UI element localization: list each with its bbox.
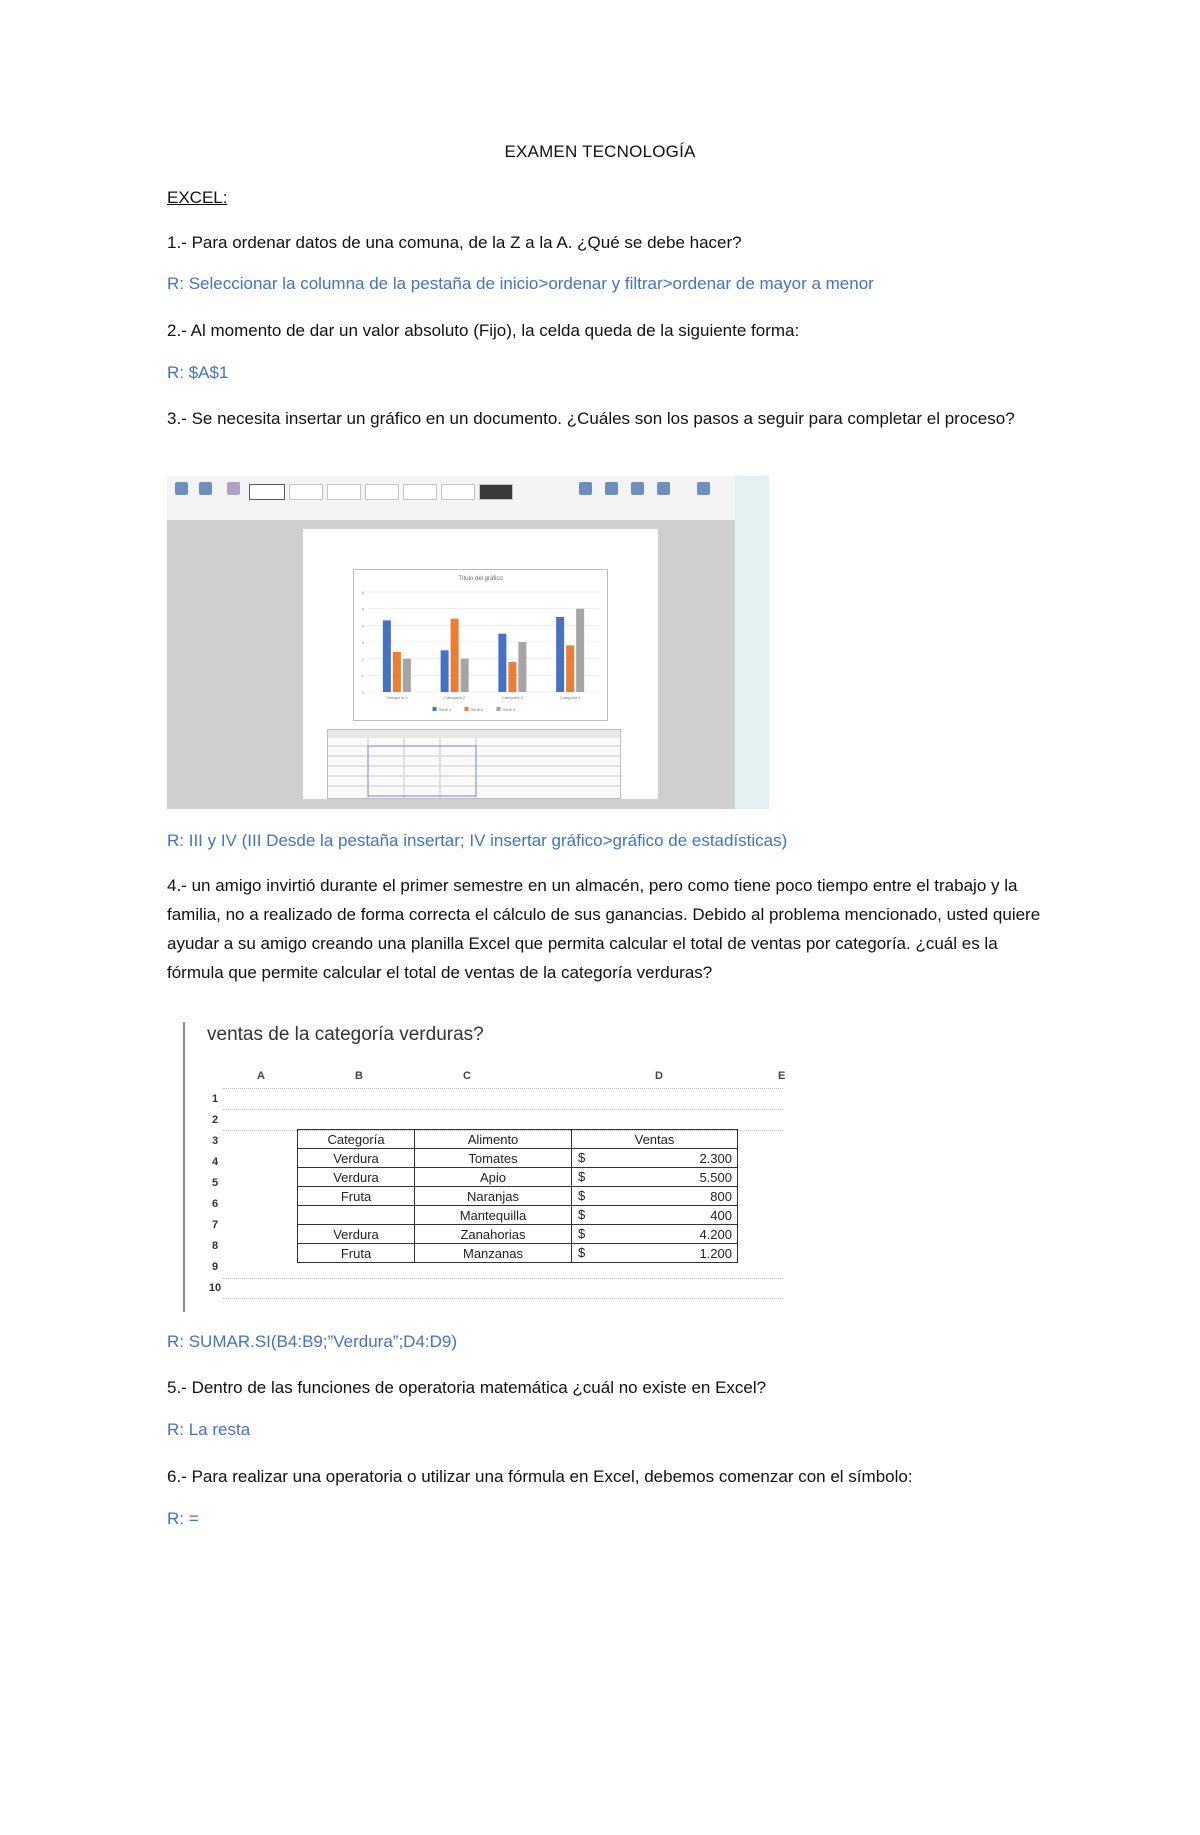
legend-swatch-2 xyxy=(465,707,469,711)
header-categoria: Categoría xyxy=(298,1130,415,1149)
y-tick-label: 3 xyxy=(361,640,364,645)
answer-3: R: III y IV (III Desde la pestaña insertar; IV insertar gráfico>gráfico de estadísticas) xyxy=(167,831,788,850)
document-title: EXAMEN TECNOLOGÍA xyxy=(504,142,696,161)
answer-2: R: $A$1 xyxy=(167,363,229,382)
x-tick-label: Categoría 1 xyxy=(386,695,408,700)
bar-3-2 xyxy=(461,659,469,692)
chart-screenshot xyxy=(167,476,769,809)
cell-alimento: Mantequilla xyxy=(415,1206,572,1225)
cell-alimento: Naranjas xyxy=(415,1187,572,1206)
question-2 xyxy=(167,316,1047,345)
cell-categoria: Verdura xyxy=(298,1149,415,1168)
row-header-6: 6 xyxy=(211,1198,219,1210)
bar-1-3 xyxy=(498,634,506,692)
edit-data-icon xyxy=(631,482,644,495)
column-header-d: D xyxy=(655,1070,663,1082)
currency-symbol: $ xyxy=(578,1207,586,1222)
question-3 xyxy=(167,404,1047,433)
column-header-b: B xyxy=(355,1070,363,1082)
bar-3-4 xyxy=(576,609,584,692)
row-header-4: 4 xyxy=(211,1156,219,1168)
table-row xyxy=(298,1187,738,1206)
embedded-chart xyxy=(353,569,608,721)
legend-label: Serie 2 xyxy=(470,707,484,712)
row-header-10: 10 xyxy=(208,1282,222,1294)
row-header-3: 3 xyxy=(211,1135,219,1147)
select-data-icon xyxy=(605,482,618,495)
question-2-text: Al momento de dar un valor absoluto (Fijo), la celda queda de la siguiente forma: xyxy=(190,321,800,340)
bar-2-2 xyxy=(451,619,459,692)
chart-data-grid-lines xyxy=(328,730,620,798)
x-tick-label: Categoría 3 xyxy=(501,695,523,700)
cell-ventas xyxy=(572,1149,738,1168)
chart-title: Título del gráfico xyxy=(458,576,503,582)
header-alimento: Alimento xyxy=(415,1130,572,1149)
cell-categoria: Verdura xyxy=(298,1225,415,1244)
table-row xyxy=(298,1206,738,1225)
colors-icon xyxy=(227,482,240,495)
bar-3-3 xyxy=(518,642,526,692)
sales-value: 2.300 xyxy=(699,1150,732,1166)
y-tick-label: 4 xyxy=(361,623,364,629)
cell-ventas xyxy=(572,1244,738,1263)
legend-label: Serie 1 xyxy=(438,707,452,712)
row-header-7: 7 xyxy=(211,1219,219,1231)
sales-value: 4.200 xyxy=(699,1226,732,1242)
row-header-9: 9 xyxy=(211,1261,219,1273)
row-header-5: 5 xyxy=(211,1177,219,1189)
bar-3-1 xyxy=(403,659,411,692)
y-tick-label: 0 xyxy=(361,690,364,695)
bar-1-4 xyxy=(556,617,564,692)
question-2-number: 2.- xyxy=(167,321,187,340)
currency-symbol: $ xyxy=(578,1188,586,1203)
sales-value: 400 xyxy=(710,1207,732,1223)
change-chart-type-icon xyxy=(697,482,710,495)
answer-6: R: = xyxy=(167,1509,199,1528)
y-tick-label: 5 xyxy=(361,606,364,612)
question-5 xyxy=(167,1373,1047,1402)
chart-style-3 xyxy=(327,484,361,500)
question-3-text: Se necesita insertar un gráfico en un documento. ¿Cuáles son los pasos a seguir para completar el proceso? xyxy=(191,409,1015,428)
question-1-text: Para ordenar datos de una comuna, de la Z a la A. ¿Qué se debe hacer? xyxy=(191,233,742,252)
row-header-8: 8 xyxy=(211,1240,219,1252)
chart-style-6 xyxy=(441,484,475,500)
question-5-text: Dentro de las funciones de operatoria matemática ¿cuál no existe en Excel? xyxy=(191,1378,767,1397)
bar-1-2 xyxy=(441,650,449,692)
question-6-text: Para realizar una operatoria o utilizar una fórmula en Excel, debemos comenzar con el símbolo: xyxy=(191,1467,913,1486)
column-header-c: C xyxy=(463,1070,471,1082)
layout-icon xyxy=(199,482,212,495)
legend-swatch-1 xyxy=(433,707,437,711)
y-tick-label: 1 xyxy=(361,673,364,679)
column-header-e: E xyxy=(778,1070,786,1082)
question-4 xyxy=(167,871,1047,987)
bar-1-1 xyxy=(383,620,391,692)
currency-symbol: $ xyxy=(578,1226,586,1241)
question-4-number: 4.- xyxy=(167,876,187,895)
y-tick-label: 2 xyxy=(361,656,364,662)
chart-style-2 xyxy=(289,484,323,500)
answer-4: R: SUMAR.SI(B4:B9;”Verdura”;D4:D9) xyxy=(167,1332,458,1351)
x-tick-label: Categoría 4 xyxy=(559,695,581,700)
table-row xyxy=(298,1149,738,1168)
question-1-number: 1.- xyxy=(167,233,187,252)
switch-row-column-icon xyxy=(579,482,592,495)
question-5-number: 5.- xyxy=(167,1378,187,1397)
chart-style-4 xyxy=(365,484,399,500)
chart-style-1 xyxy=(249,484,285,500)
sales-value: 5.500 xyxy=(699,1169,732,1185)
currency-symbol: $ xyxy=(578,1245,586,1260)
cell-alimento: Zanahorias xyxy=(415,1225,572,1244)
x-tick-label: Categoría 2 xyxy=(444,695,466,700)
spreadsheet-caption: ventas de la categoría verduras? xyxy=(207,1024,484,1045)
cell-alimento: Tomates xyxy=(415,1149,572,1168)
answer-5: R: La resta xyxy=(167,1420,251,1439)
answer-1: R: Seleccionar la columna de la pestaña de inicio>ordenar y filtrar>ordenar de mayor a menor xyxy=(167,274,874,293)
question-4-text: un amigo invirtió durante el primer semestre en un almacén, pero como tiene poco tiempo entre el trabajo y la familia, no a realizado de forma correcta el cálculo de sus ganancias. Debido al problema mencionado, usted quiere ayudar a su amigo creando una planilla Excel que permita calcular el total de ventas por categoría. ¿cuál es la fórmula que permite calcular el total de ventas de la categoría verduras? xyxy=(167,876,1041,982)
table-row xyxy=(298,1244,738,1263)
chart-style-5 xyxy=(403,484,437,500)
table-row xyxy=(298,1225,738,1244)
row-header-2: 2 xyxy=(211,1114,219,1126)
document-workspace xyxy=(167,521,735,809)
sales-value: 800 xyxy=(710,1188,732,1204)
cell-categoria: Fruta xyxy=(298,1187,415,1206)
cell-categoria xyxy=(298,1206,415,1225)
document-sheet xyxy=(303,529,658,799)
refresh-data-icon xyxy=(657,482,670,495)
bar-chart xyxy=(354,570,607,720)
question-3-number: 3.- xyxy=(167,409,187,428)
bar-2-3 xyxy=(508,662,516,692)
spreadsheet-screenshot xyxy=(183,1022,785,1312)
sales-table xyxy=(297,1129,738,1263)
row-header-1: 1 xyxy=(211,1093,219,1105)
cell-categoria: Fruta xyxy=(298,1244,415,1263)
chart-data-grid xyxy=(327,729,621,799)
question-1 xyxy=(167,228,1047,257)
currency-symbol: $ xyxy=(578,1150,586,1165)
table-row xyxy=(298,1168,738,1187)
bar-2-4 xyxy=(566,645,574,692)
cell-alimento: Manzanas xyxy=(415,1244,572,1263)
legend-swatch-3 xyxy=(497,707,501,711)
cell-alimento: Apio xyxy=(415,1168,572,1187)
cell-ventas xyxy=(572,1206,738,1225)
column-header-a: A xyxy=(257,1070,265,1082)
ribbon-toolbar xyxy=(167,476,735,521)
cell-categoria: Verdura xyxy=(298,1168,415,1187)
y-tick-label: 6 xyxy=(361,590,364,595)
question-6-number: 6.- xyxy=(167,1467,187,1486)
cell-ventas xyxy=(572,1225,738,1244)
cell-ventas xyxy=(572,1187,738,1206)
cell-ventas xyxy=(572,1168,738,1187)
sales-value: 1.200 xyxy=(699,1245,732,1261)
section-heading: EXCEL: xyxy=(167,188,228,207)
chart-type-icon xyxy=(175,482,188,495)
chart-style-7 xyxy=(479,484,513,500)
currency-symbol: $ xyxy=(578,1169,586,1184)
bar-2-1 xyxy=(393,652,401,692)
table-header-row xyxy=(298,1130,738,1149)
question-6 xyxy=(167,1462,1047,1491)
header-ventas: Ventas xyxy=(572,1130,738,1149)
legend-label: Serie 3 xyxy=(502,707,516,712)
